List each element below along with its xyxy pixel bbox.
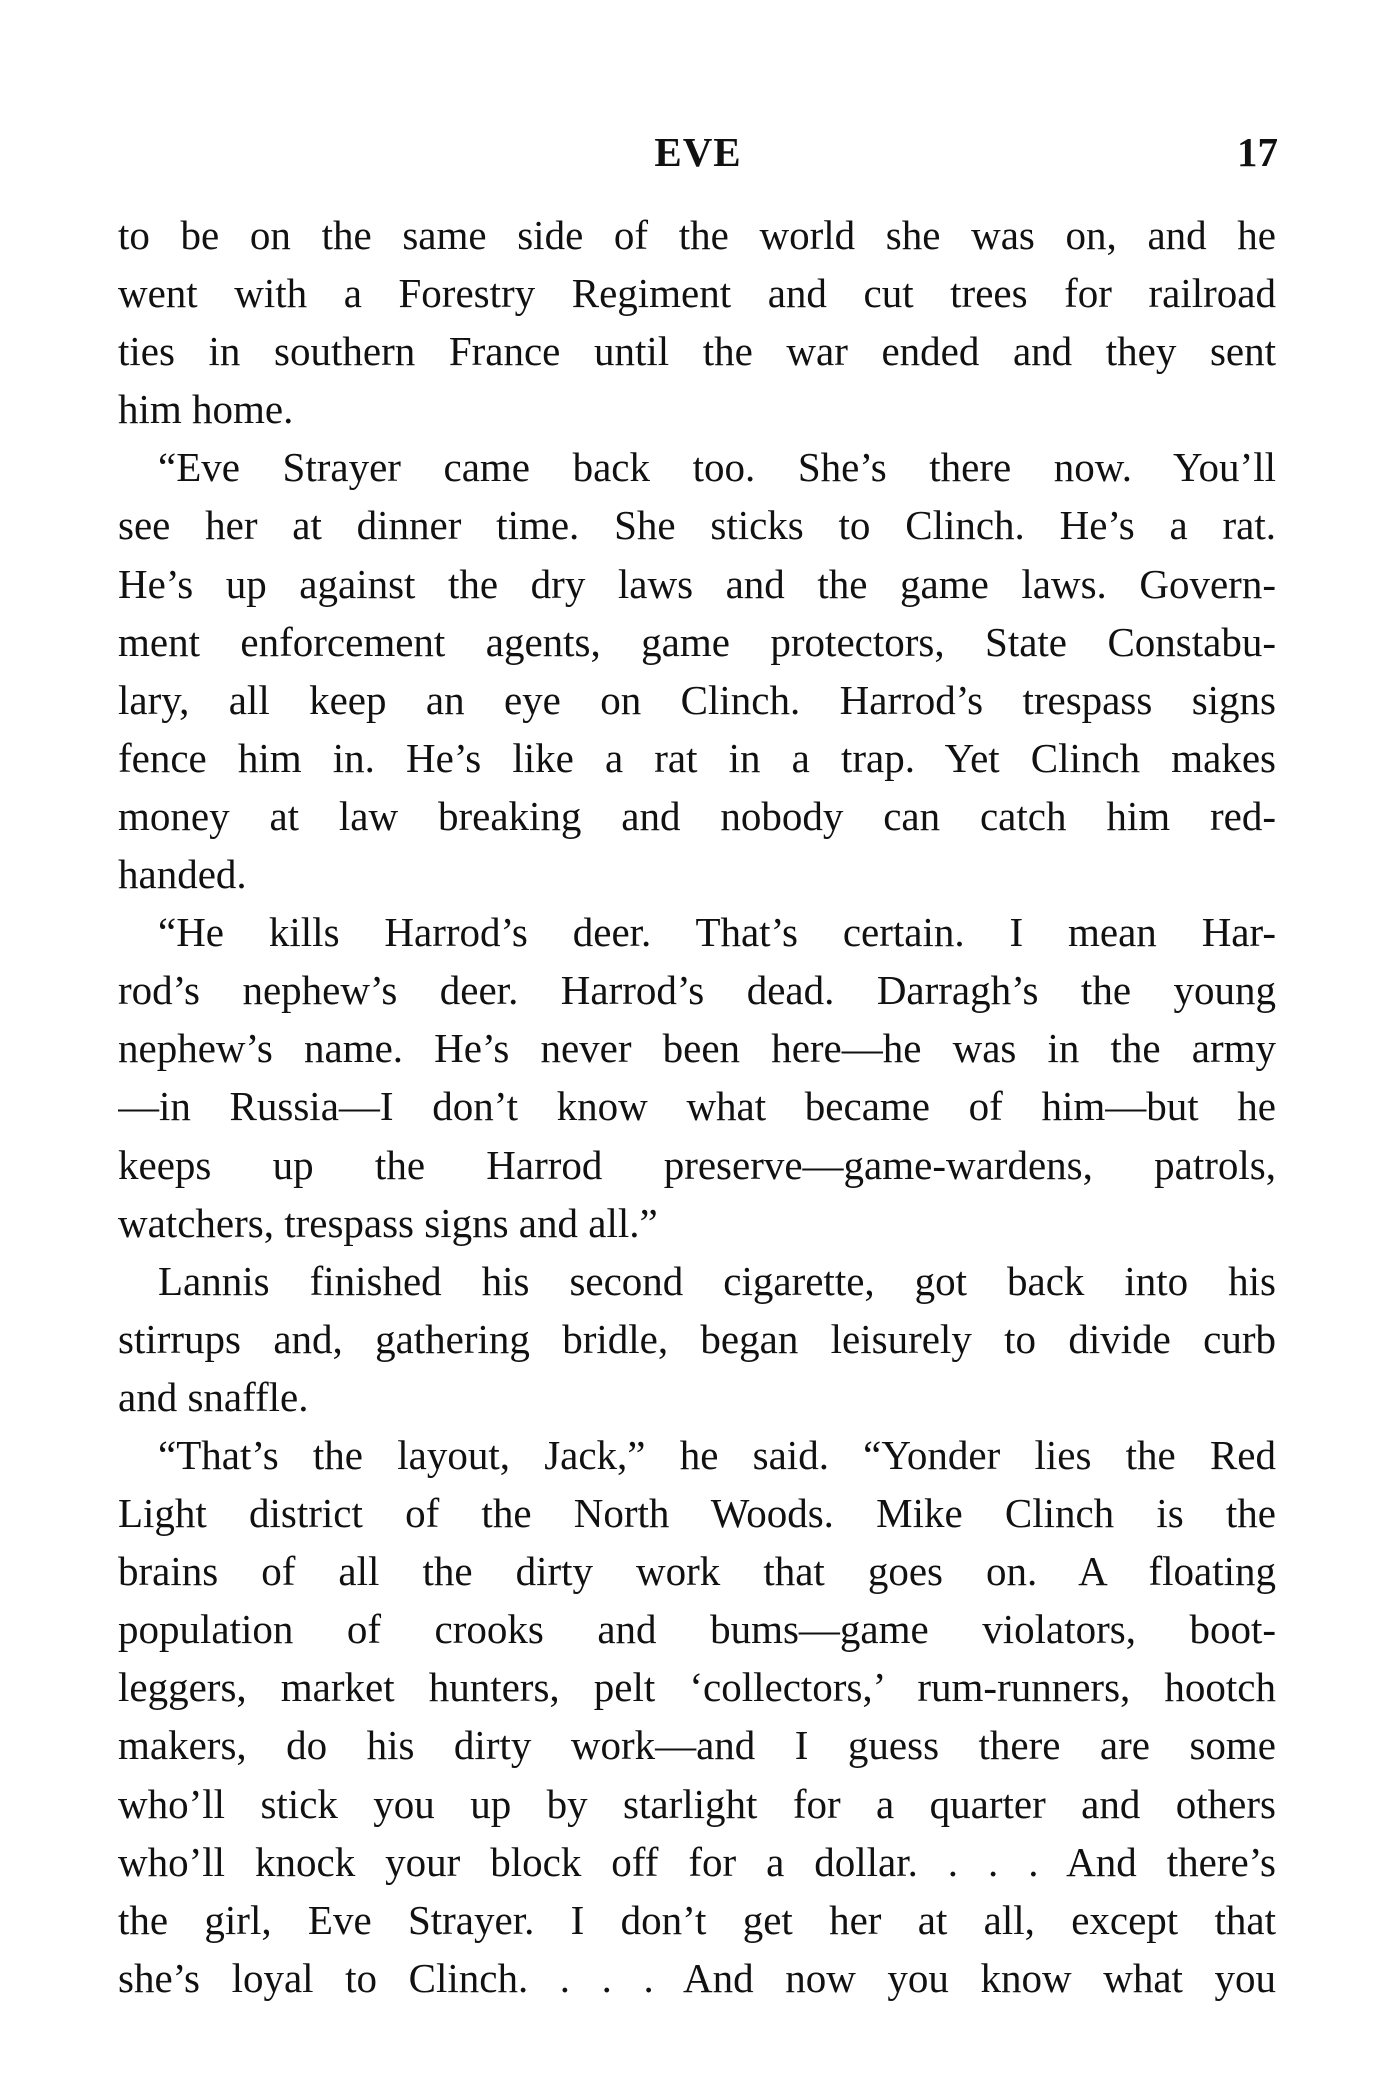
text-line: He’s up against the dry laws and the game laws. Govern- [118,560,1276,607]
text-line: stirrups and, gathering bridle, began leisurely to divide curb [118,1315,1276,1362]
text-line: ment enforcement agents, game protectors, State Constabu- [118,618,1276,665]
page-number: 17 [1237,129,1278,175]
text-line: to be on the same side of the world she was on, and he [118,212,1276,258]
text-line: see her at dinner time. She sticks to Clinch. He’s a rat. [118,502,1276,549]
text-line: who’ll stick you up by starlight for a quarter and others [118,1780,1276,1827]
text-line: leggers, market hunters, pelt ‘collectors,’ rum-runners, hootch [118,1664,1276,1711]
text-line: lary, all keep an eye on Clinch. Harrod’s trespass signs [118,676,1276,723]
text-line: and snaffle. [118,1373,309,1420]
running-title: EVE [654,129,742,175]
text-line: ties in southern France until the war ended and they sent [118,328,1276,375]
text-line: “Eve Strayer came back too. She’s there now. You’ll [158,444,1276,491]
text-line: —in Russia—I don’t know what became of him—but he [118,1083,1276,1130]
text-line: him home. [118,386,294,433]
text-line: she’s loyal to Clinch. . . . And now you know what you [118,1954,1276,2001]
text-line: Light district of the North Woods. Mike Clinch is the [118,1490,1276,1537]
text-line: watchers, trespass signs and all.” [118,1199,658,1246]
text-line: handed. [118,851,247,898]
text-line: population of crooks and bums—game violators, boot- [118,1606,1276,1653]
text-line: “He kills Harrod’s deer. That’s certain. I mean Har- [158,909,1276,956]
text-line: keeps up the Harrod preserve—game-wardens, patrols, [118,1141,1276,1188]
text-line: fence him in. He’s like a rat in a trap. Yet Clinch makes [118,734,1276,781]
text-line: money at law breaking and nobody can catch him red- [118,792,1276,839]
text-line: rod’s nephew’s deer. Harrod’s dead. Darragh’s the young [118,967,1276,1014]
text-line: brains of all the dirty work that goes on. A floating [118,1548,1276,1595]
text-line: who’ll knock your block off for a dollar. . . . And there’s [118,1838,1276,1885]
text-line: nephew’s name. He’s never been here—he was in the army [118,1025,1276,1072]
text-line: went with a Forestry Regiment and cut trees for railroad [118,270,1276,317]
page-header [118,128,1278,184]
text-line: makers, do his dirty work—and I guess there are some [118,1722,1276,1769]
text-line: the girl, Eve Strayer. I don’t get her at all, except that [118,1896,1276,1943]
text-line: Lannis finished his second cigarette, got back into his [158,1257,1276,1304]
body-text [118,206,1276,2007]
text-line: “That’s the layout, Jack,” he said. “Yonder lies the Red [158,1431,1276,1478]
